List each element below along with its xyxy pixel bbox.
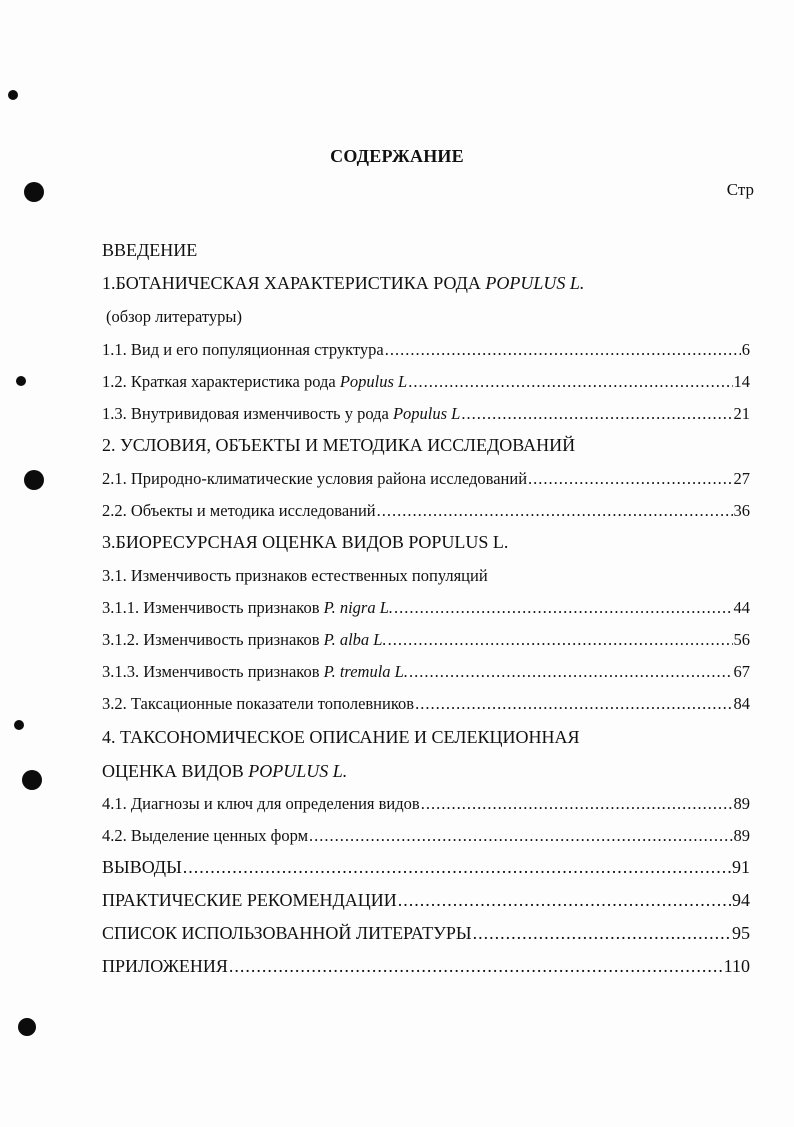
leader-dots — [415, 694, 732, 714]
page-number: 110 — [723, 956, 750, 976]
punch-hole — [14, 720, 24, 730]
toc-entry-2-2: 2.2. Объекты и методика исследований ..... 36 — [102, 501, 750, 523]
toc-entry-3-1-1: 3.1.1. Изменчивость признаков P. nigra L. ..... 44 — [102, 598, 750, 620]
page-number: 89 — [733, 826, 750, 845]
chapter-4-genus: POPULUS L. — [248, 761, 348, 781]
toc-references: СПИСОК ИСПОЛЬЗОВАННОЙ ЛИТЕРАТУРЫ ..... 95 — [102, 923, 750, 945]
leader-dots — [388, 630, 733, 650]
toc-entry-3-1-3: 3.1.3. Изменчивость признаков P. tremula L. ..... 67 — [102, 662, 750, 684]
toc-chapter-3: 3.БИОРЕСУРСНАЯ ОЦЕНКА ВИДОВ POPULUS L. — [102, 532, 509, 552]
toc-chapter-1 — [102, 273, 584, 294]
toc-entry-4-2: 4.2. Выделение ценных форм ..... 89 — [102, 826, 750, 848]
toc-introduction: ВВЕДЕНИЕ — [102, 240, 198, 260]
page-number: 6 — [741, 340, 750, 359]
leader-dots — [183, 857, 731, 878]
toc-entry-2-1: 2.1. Природно-климатические условия района исследований ..... 27 — [102, 469, 750, 491]
toc-chapter-4-line1: 4. ТАКСОНОМИЧЕСКОЕ ОПИСАНИЕ И СЕЛЕКЦИОННАЯ — [102, 727, 580, 747]
toc-chapter-1-note: (обзор литературы) — [106, 307, 243, 326]
leader-dots — [394, 598, 732, 618]
chapter-1-genus: POPULUS L. — [485, 273, 585, 293]
page-number: 84 — [733, 694, 750, 713]
page-number: 89 — [733, 794, 750, 813]
page-number: 95 — [732, 923, 750, 943]
toc-conclusions: ВЫВОДЫ ..... 91 — [102, 857, 750, 879]
page-number: 14 — [733, 372, 750, 391]
leader-dots — [385, 340, 741, 360]
toc-chapter-2: 2. УСЛОВИЯ, ОБЪЕКТЫ И МЕТОДИКА ИССЛЕДОВАНИЙ — [102, 435, 576, 455]
toc-entry-3-1-2: 3.1.2. Изменчивость признаков P. alba L. ..... 56 — [102, 630, 750, 652]
leader-dots — [409, 662, 733, 682]
page-column-header: Стр — [726, 180, 754, 199]
toc-entry-1-1: 1.1. Вид и его популяционная структура ..... 6 — [102, 340, 750, 362]
toc-entry-3-1: 3.1. Изменчивость признаков естественных популяций — [102, 566, 488, 585]
page-number: 56 — [733, 630, 750, 649]
toc-appendices: ПРИЛОЖЕНИЯ ..... 110 — [102, 956, 750, 978]
page-number: 94 — [732, 890, 750, 910]
leader-dots — [461, 404, 732, 424]
leader-dots — [229, 956, 723, 977]
leader-dots — [398, 890, 731, 911]
leader-dots — [473, 923, 731, 944]
toc-entry-3-2: 3.2. Таксационные показатели тополевников ..... 84 — [102, 694, 750, 716]
page-number: 36 — [733, 501, 750, 520]
punch-hole — [8, 90, 18, 100]
leader-dots — [421, 794, 733, 814]
toc-chapter-4-line2: ОЦЕНКА ВИДОВ POPULUS L. — [102, 761, 348, 781]
toc-entry-1-3: 1.3. Внутривидовая изменчивость у рода Populus L ..... 21 — [102, 404, 750, 426]
page-number: 91 — [732, 857, 750, 877]
page-number: 44 — [733, 598, 750, 617]
page-number: 21 — [733, 404, 750, 423]
punch-hole — [24, 470, 44, 490]
page-number: 27 — [733, 469, 750, 488]
toc-entry-1-2: 1.2. Краткая характеристика рода Populus L ..... 14 — [102, 372, 750, 394]
punch-hole — [24, 182, 44, 202]
page-number: 67 — [733, 662, 750, 681]
toc-entry-4-1: 4.1. Диагнозы и ключ для определения видов ..... 89 — [102, 794, 750, 816]
leader-dots — [309, 826, 732, 846]
page-title: СОДЕРЖАНИЕ — [330, 146, 464, 166]
leader-dots — [528, 469, 732, 489]
toc-recommendations: ПРАКТИЧЕСКИЕ РЕКОМЕНДАЦИИ ..... 94 — [102, 890, 750, 912]
chapter-1-text: 1.БОТАНИЧЕСКАЯ ХАРАКТЕРИСТИКА РОДА — [102, 273, 486, 293]
leader-dots — [377, 501, 733, 521]
leader-dots — [408, 372, 732, 392]
punch-hole — [22, 770, 42, 790]
punch-hole — [18, 1018, 36, 1036]
punch-hole — [16, 376, 26, 386]
